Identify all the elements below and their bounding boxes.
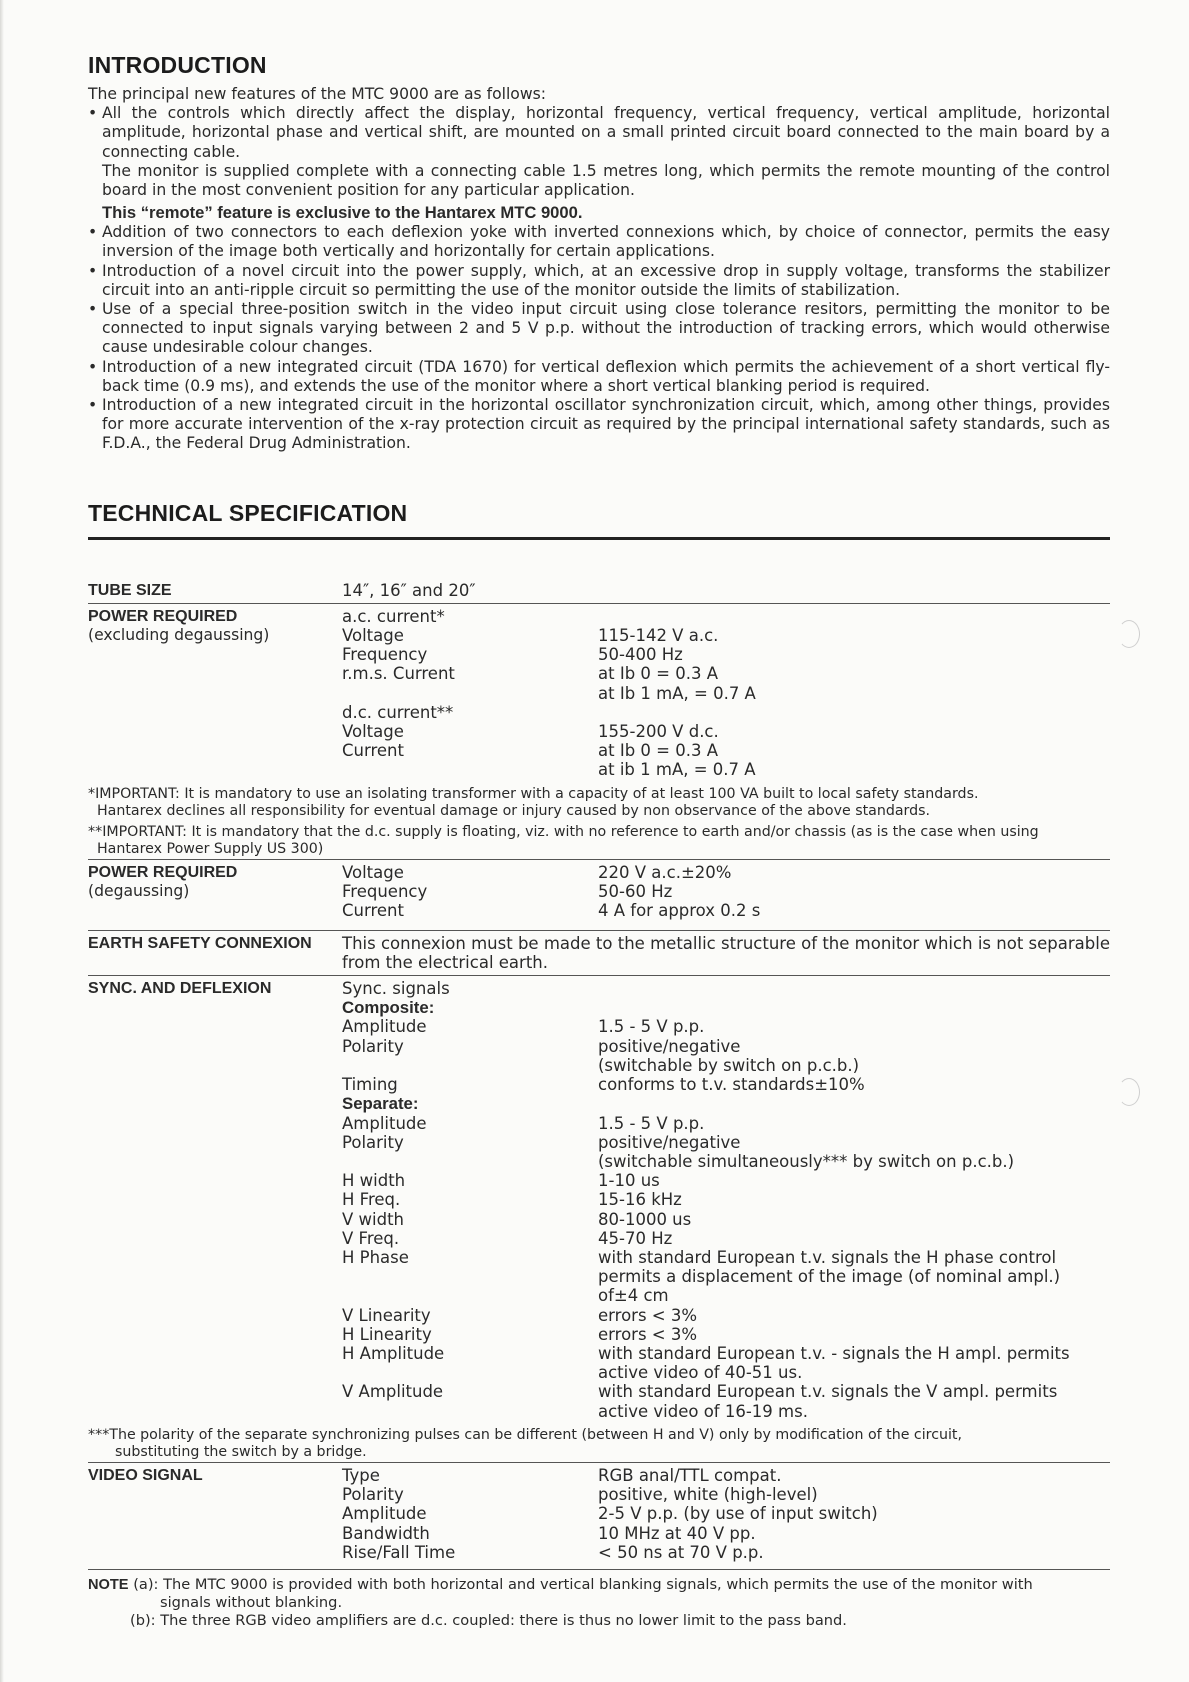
spec-row-earth-safety <box>88 930 1110 975</box>
spec-key: Timing <box>342 1075 398 1095</box>
spec-label: SYNC. AND DEFLEXION <box>88 980 272 998</box>
spec-row-power-degaussing <box>88 859 1110 924</box>
spec-key: Bandwidth <box>342 1523 430 1543</box>
spec-value: 115-142 V a.c. <box>598 626 719 646</box>
spec-value: conforms to t.v. standards±10% <box>598 1075 865 1095</box>
footnote-line: substituting the switch by a bridge. <box>115 1444 367 1461</box>
spec-value: with standard European t.v. - signals the H ampl. permits <box>598 1343 1070 1363</box>
spec-value: 50-400 Hz <box>598 645 683 665</box>
spec-key: Current <box>342 741 404 761</box>
feature-item: • Use of a special three-position switch in the video input circuit using close tolerance resitors, permitting the monitor to be connected to input signals varying between 2 and 5 V p.p. without the introduction of tracking errors, which would otherwise cause undesirable colour changes. <box>88 300 1110 358</box>
spec-label: VIDEO SIGNAL <box>88 1466 203 1484</box>
spec-value: permits a displacement of the image (of nominal ampl.) <box>598 1267 1061 1287</box>
spec-key: Current <box>342 901 404 921</box>
spec-key: H Phase <box>342 1247 409 1267</box>
document-page <box>88 52 1110 1630</box>
spec-key: r.m.s. Current <box>342 664 455 684</box>
footnote-line: Hantarex Power Supply US 300) <box>97 841 324 858</box>
spec-value: of±4 cm <box>598 1286 669 1306</box>
spec-row-sync-deflexion <box>88 975 1110 1424</box>
spec-value: 155-200 V d.c. <box>598 722 719 742</box>
spec-value: at Ib 0 = 0.3 A <box>598 741 718 761</box>
spec-label: TUBE SIZE <box>88 581 172 599</box>
spec-value: 2-5 V p.p. (by use of input switch) <box>598 1504 878 1524</box>
spec-value: 10 MHz at 40 V pp. <box>598 1523 756 1543</box>
spec-value: (switchable simultaneously*** by switch on p.c.b.) <box>598 1151 1015 1171</box>
spec-key: H Freq. <box>342 1190 401 1210</box>
spec-value: positive/negative <box>598 1036 741 1056</box>
feature-item: • Introduction of a new integrated circuit (TDA 1670) for vertical deflexion which permits the achievement of a short vertical fly-back time (0.9 ms), and extends the use of the monitor where a short vertical blanking period is required. <box>88 358 1110 396</box>
feature-continuation: The monitor is supplied complete with a connecting cable 1.5 metres long, which permits the remote mounting of the control board in the most convenient position for any particular application. <box>102 161 1110 200</box>
spec-value: positive/negative <box>598 1132 741 1152</box>
spec-value: This connexion must be made to the metallic structure of the monitor which is not separable from the electrical earth. <box>342 933 1110 972</box>
note-text: signals without blanking. <box>160 1593 343 1611</box>
footnote-line: ***The polarity of the separate synchronizing pulses can be different (between H and V) only by modification of the circuit, <box>88 1426 963 1443</box>
spec-key: Voltage <box>342 626 404 646</box>
note-text: The three RGB video amplifiers are d.c. coupled: there is thus no lower limit to the pass band. <box>160 1611 847 1629</box>
note-tag: (a): <box>133 1575 159 1593</box>
spec-key: Polarity <box>342 1485 404 1505</box>
spec-row-tube-size <box>88 578 1110 603</box>
spec-sublabel: (degaussing) <box>88 882 190 901</box>
spec-value: at Ib 1 mA, = 0.7 A <box>598 683 756 703</box>
spec-key: Polarity <box>342 1132 404 1152</box>
punch-hole-mark <box>1118 620 1140 648</box>
spec-note <box>88 1569 1110 1630</box>
spec-value: errors < 3% <box>598 1324 698 1344</box>
page-edge-shadow <box>0 0 4 1682</box>
spec-table <box>88 578 1110 1630</box>
spec-value: 220 V a.c.±20% <box>598 863 732 883</box>
composite-subheading: Composite: <box>342 998 435 1018</box>
spec-key: Type <box>342 1465 380 1485</box>
footnote-line: *IMPORTANT: It is mandatory to use an isolating transformer with a capacity of at least 100 VA built to local safety standards. <box>88 785 979 802</box>
footnote-separate-polarity <box>88 1427 1110 1462</box>
remote-feature-emphasis: This “remote” feature is exclusive to the Hantarex MTC 9000. <box>102 203 583 223</box>
spec-value: active video of 16-19 ms. <box>598 1401 808 1421</box>
spec-key: V width <box>342 1209 405 1229</box>
footnote-line: **IMPORTANT: It is mandatory that the d.c. supply is floating, viz. with no reference to earth and/or chassis (as is the case when using <box>88 823 1039 840</box>
spec-key: H width <box>342 1171 406 1191</box>
spec-key: Amplitude <box>342 1504 427 1524</box>
spec-value: at ib 1 mA, = 0.7 A <box>598 760 756 780</box>
spec-sublabel: (excluding degaussing) <box>88 626 270 645</box>
spec-key: V Amplitude <box>342 1382 444 1402</box>
spec-value: 50-60 Hz <box>598 882 673 902</box>
note-label: NOTE <box>88 1576 129 1593</box>
spec-value: errors < 3% <box>598 1305 698 1325</box>
feature-list <box>88 223 1110 453</box>
spec-value: 1.5 - 5 V p.p. <box>598 1017 705 1037</box>
feature-list <box>88 104 1110 162</box>
spec-value: with standard European t.v. signals the H phase control <box>598 1247 1057 1267</box>
spec-key: Amplitude <box>342 1017 427 1037</box>
separate-subheading: Separate: <box>342 1094 419 1114</box>
spec-value: 15-16 kHz <box>598 1190 682 1210</box>
feature-item: • Introduction of a novel circuit into the power supply, which, at an excessive drop in supply voltage, transforms the stabilizer circuit into an anti-ripple circuit so permitting the use of the monitor outside the limits of stabilization. <box>88 262 1110 300</box>
spec-key: H Amplitude <box>342 1343 445 1363</box>
spec-label: POWER REQUIRED <box>88 607 238 625</box>
spec-label: POWER REQUIRED <box>88 864 238 882</box>
spec-value: at Ib 0 = 0.3 A <box>598 664 718 684</box>
technical-specification-section <box>88 500 1110 1630</box>
spec-key: Frequency <box>342 645 428 665</box>
spec-value: 1.5 - 5 V p.p. <box>598 1113 705 1133</box>
spec-key: Rise/Fall Time <box>342 1542 456 1562</box>
spec-value: active video of 40-51 us. <box>598 1363 803 1383</box>
heading-rule <box>88 537 1110 540</box>
footnote-line: Hantarex declines all responsibility for eventual damage or injury caused by non observance of the above standards. <box>97 803 931 820</box>
spec-value: RGB anal/TTL compat. <box>598 1465 782 1485</box>
spec-value: (switchable by switch on p.c.b.) <box>598 1055 860 1075</box>
note-text: The MTC 9000 is provided with both horizontal and vertical blanking signals, which permits the use of the monitor with <box>163 1575 1033 1593</box>
feature-item: • All the controls which directly affect the display, horizontal frequency, vertical frequency, vertical amplitude, horizontal amplitude, horizontal phase and vertical shift, are mounted on a small printed circuit board connected to the main board by a connecting cable. <box>88 104 1110 162</box>
spec-row-power-required <box>88 603 1110 783</box>
spec-key: V Linearity <box>342 1305 431 1325</box>
footnote-floating-supply <box>88 824 1110 859</box>
introduction-section <box>88 52 1110 454</box>
spec-value: 45-70 Hz <box>598 1228 673 1248</box>
spec-key: Voltage <box>342 863 404 883</box>
feature-item: • Addition of two connectors to each deflexion yoke with inverted connexions which, by choice of connector, permits the easy inversion of the image both vertically and horizontally for certain applications. <box>88 223 1110 261</box>
spec-value: 14″, 16″ and 20″ <box>342 580 476 600</box>
note-tag: (b): <box>130 1611 156 1629</box>
spec-row-video-signal <box>88 1462 1110 1565</box>
spec-value: with standard European t.v. signals the V ampl. permits <box>598 1382 1058 1402</box>
dc-current-title: d.c. current** <box>342 702 454 722</box>
spec-value: positive, white (high-level) <box>598 1485 818 1505</box>
spec-value: 80-1000 us <box>598 1209 692 1229</box>
spec-key: V Freq. <box>342 1228 400 1248</box>
spec-label: EARTH SAFETY CONNEXION <box>88 934 312 952</box>
specification-heading: TECHNICAL SPECIFICATION <box>88 499 408 526</box>
introduction-lead: The principal new features of the MTC 9000 are as follows: <box>88 85 546 103</box>
spec-value: < 50 ns at 70 V p.p. <box>598 1542 764 1562</box>
feature-item: • Introduction of a new integrated circuit in the horizontal oscillator synchronization circuit, which, among other things, provides for more accurate intervention of the x-ray protection circuit as required by the principal international safety standards, such as F.D.A., the Federal Drug Administration. <box>88 396 1110 454</box>
spec-value: 4 A for approx 0.2 s <box>598 901 761 921</box>
spec-key: Amplitude <box>342 1113 427 1133</box>
spec-value: 1-10 us <box>598 1171 660 1191</box>
footnote-isolating-transformer <box>88 786 1110 821</box>
spec-key: H Linearity <box>342 1324 432 1344</box>
spec-key: Sync. signals <box>342 979 450 999</box>
spec-key: Polarity <box>342 1036 404 1056</box>
ac-current-title: a.c. current* <box>342 606 445 626</box>
spec-key: Frequency <box>342 882 428 902</box>
introduction-heading: INTRODUCTION <box>88 52 267 78</box>
punch-hole-mark <box>1118 1078 1140 1106</box>
spec-key: Voltage <box>342 722 404 742</box>
